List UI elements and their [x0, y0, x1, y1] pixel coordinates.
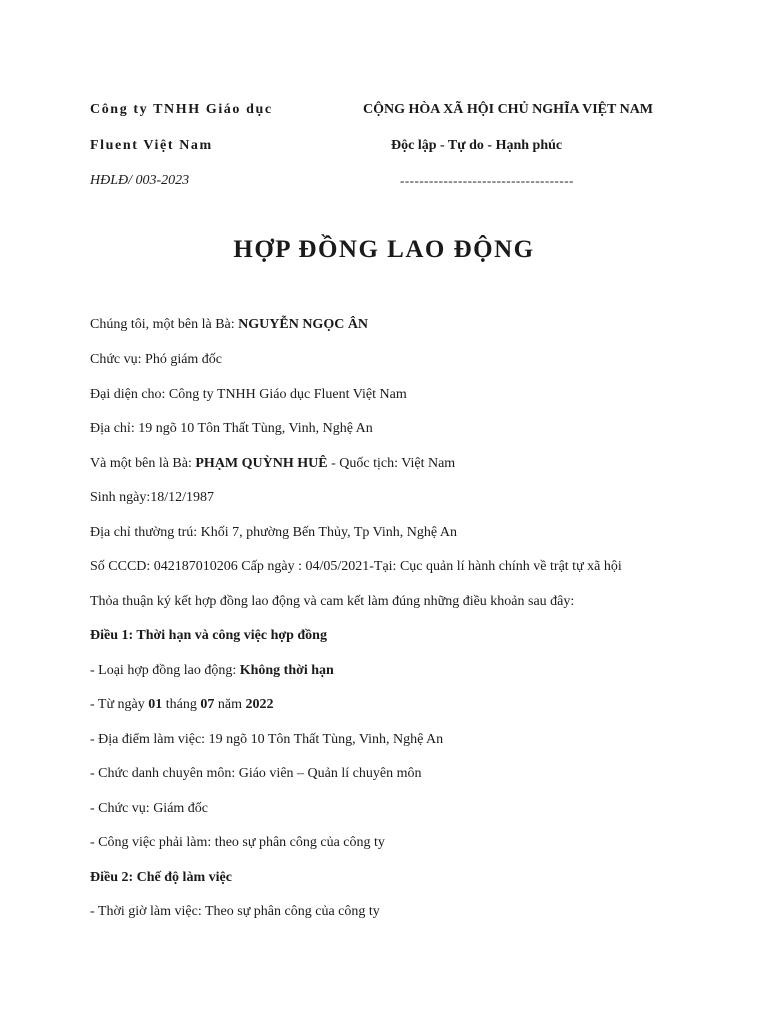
- document-title: HỢP ĐỒNG LAO ĐỘNG: [233, 236, 535, 263]
- job-role: - Chức vụ: Giám đốc: [90, 801, 209, 816]
- company-name-line1: Công ty TNHH Giáo dục: [90, 102, 273, 117]
- agreement-statement: Thỏa thuận ký kết hợp đồng lao động và cam kết làm đúng những điều khoản sau đây:: [90, 594, 575, 609]
- party-b-residence: Địa chỉ thường trú: Khối 7, phường Bến Thủy, Tp Vinh, Nghệ An: [90, 525, 457, 540]
- contract-type-value: Không thời hạn: [239, 663, 334, 678]
- contract-start-date: [90, 697, 273, 713]
- party-a-intro: [90, 317, 368, 333]
- national-motto: Độc lập - Tự do - Hạnh phúc: [391, 138, 563, 153]
- party-b-name: PHẠM QUỲNH HUÊ: [195, 456, 328, 471]
- article-1-heading: Điều 1: Thời hạn và công việc hợp đồng: [90, 628, 327, 643]
- national-title: CỘNG HÒA XÃ HỘI CHỦ NGHĨA VIỆT NAM: [363, 102, 654, 117]
- start-month: 07: [200, 697, 215, 712]
- start-year-label: năm: [214, 697, 246, 712]
- party-b-intro-label: Và một bên là Bà:: [90, 456, 196, 471]
- start-month-label: tháng: [162, 697, 201, 712]
- party-b-intro: [90, 456, 455, 472]
- party-b-nationality: - Quốc tịch: Việt Nam: [327, 456, 456, 471]
- contract-type: [90, 663, 334, 679]
- job-duties: - Công việc phải làm: theo sự phân công của công ty: [90, 835, 385, 850]
- company-name-line2: Fluent Việt Nam: [90, 138, 213, 153]
- party-b-dob: Sinh ngày:18/12/1987: [90, 490, 215, 505]
- party-a-intro-label: Chúng tôi, một bên là Bà:: [90, 317, 239, 332]
- start-day: 01: [148, 697, 163, 712]
- party-a-name: NGUYỄN NGỌC ÂN: [238, 317, 369, 332]
- party-a-address: Địa chỉ: 19 ngõ 10 Tôn Thất Tùng, Vinh, Nghệ An: [90, 421, 373, 436]
- party-a-represent: Đại diện cho: Công ty TNHH Giáo dục Fluent Việt Nam: [90, 387, 407, 402]
- party-a-position: Chức vụ: Phó giám đốc: [90, 352, 223, 367]
- professional-title: - Chức danh chuyên môn: Giáo viên – Quản lí chuyên môn: [90, 766, 422, 781]
- article-2-heading: Điều 2: Chế độ làm việc: [90, 870, 232, 885]
- start-year: 2022: [245, 697, 274, 712]
- working-hours: - Thời giờ làm việc: Theo sự phân công của công ty: [90, 904, 380, 919]
- contract-type-label: - Loại hợp đồng lao động:: [90, 663, 240, 678]
- party-b-id-card: Số CCCD: 042187010206 Cấp ngày : 04/05/2021-Tại: Cục quản lí hành chính về trật tự xã hội: [90, 559, 622, 574]
- contract-number: HĐLĐ/ 003-2023: [90, 173, 190, 188]
- workplace: - Địa điểm làm việc: 19 ngõ 10 Tôn Thất Tùng, Vinh, Nghệ An: [90, 732, 444, 747]
- start-date-prefix: - Từ ngày: [90, 697, 149, 712]
- header-separator: ------------------------------------: [400, 173, 574, 188]
